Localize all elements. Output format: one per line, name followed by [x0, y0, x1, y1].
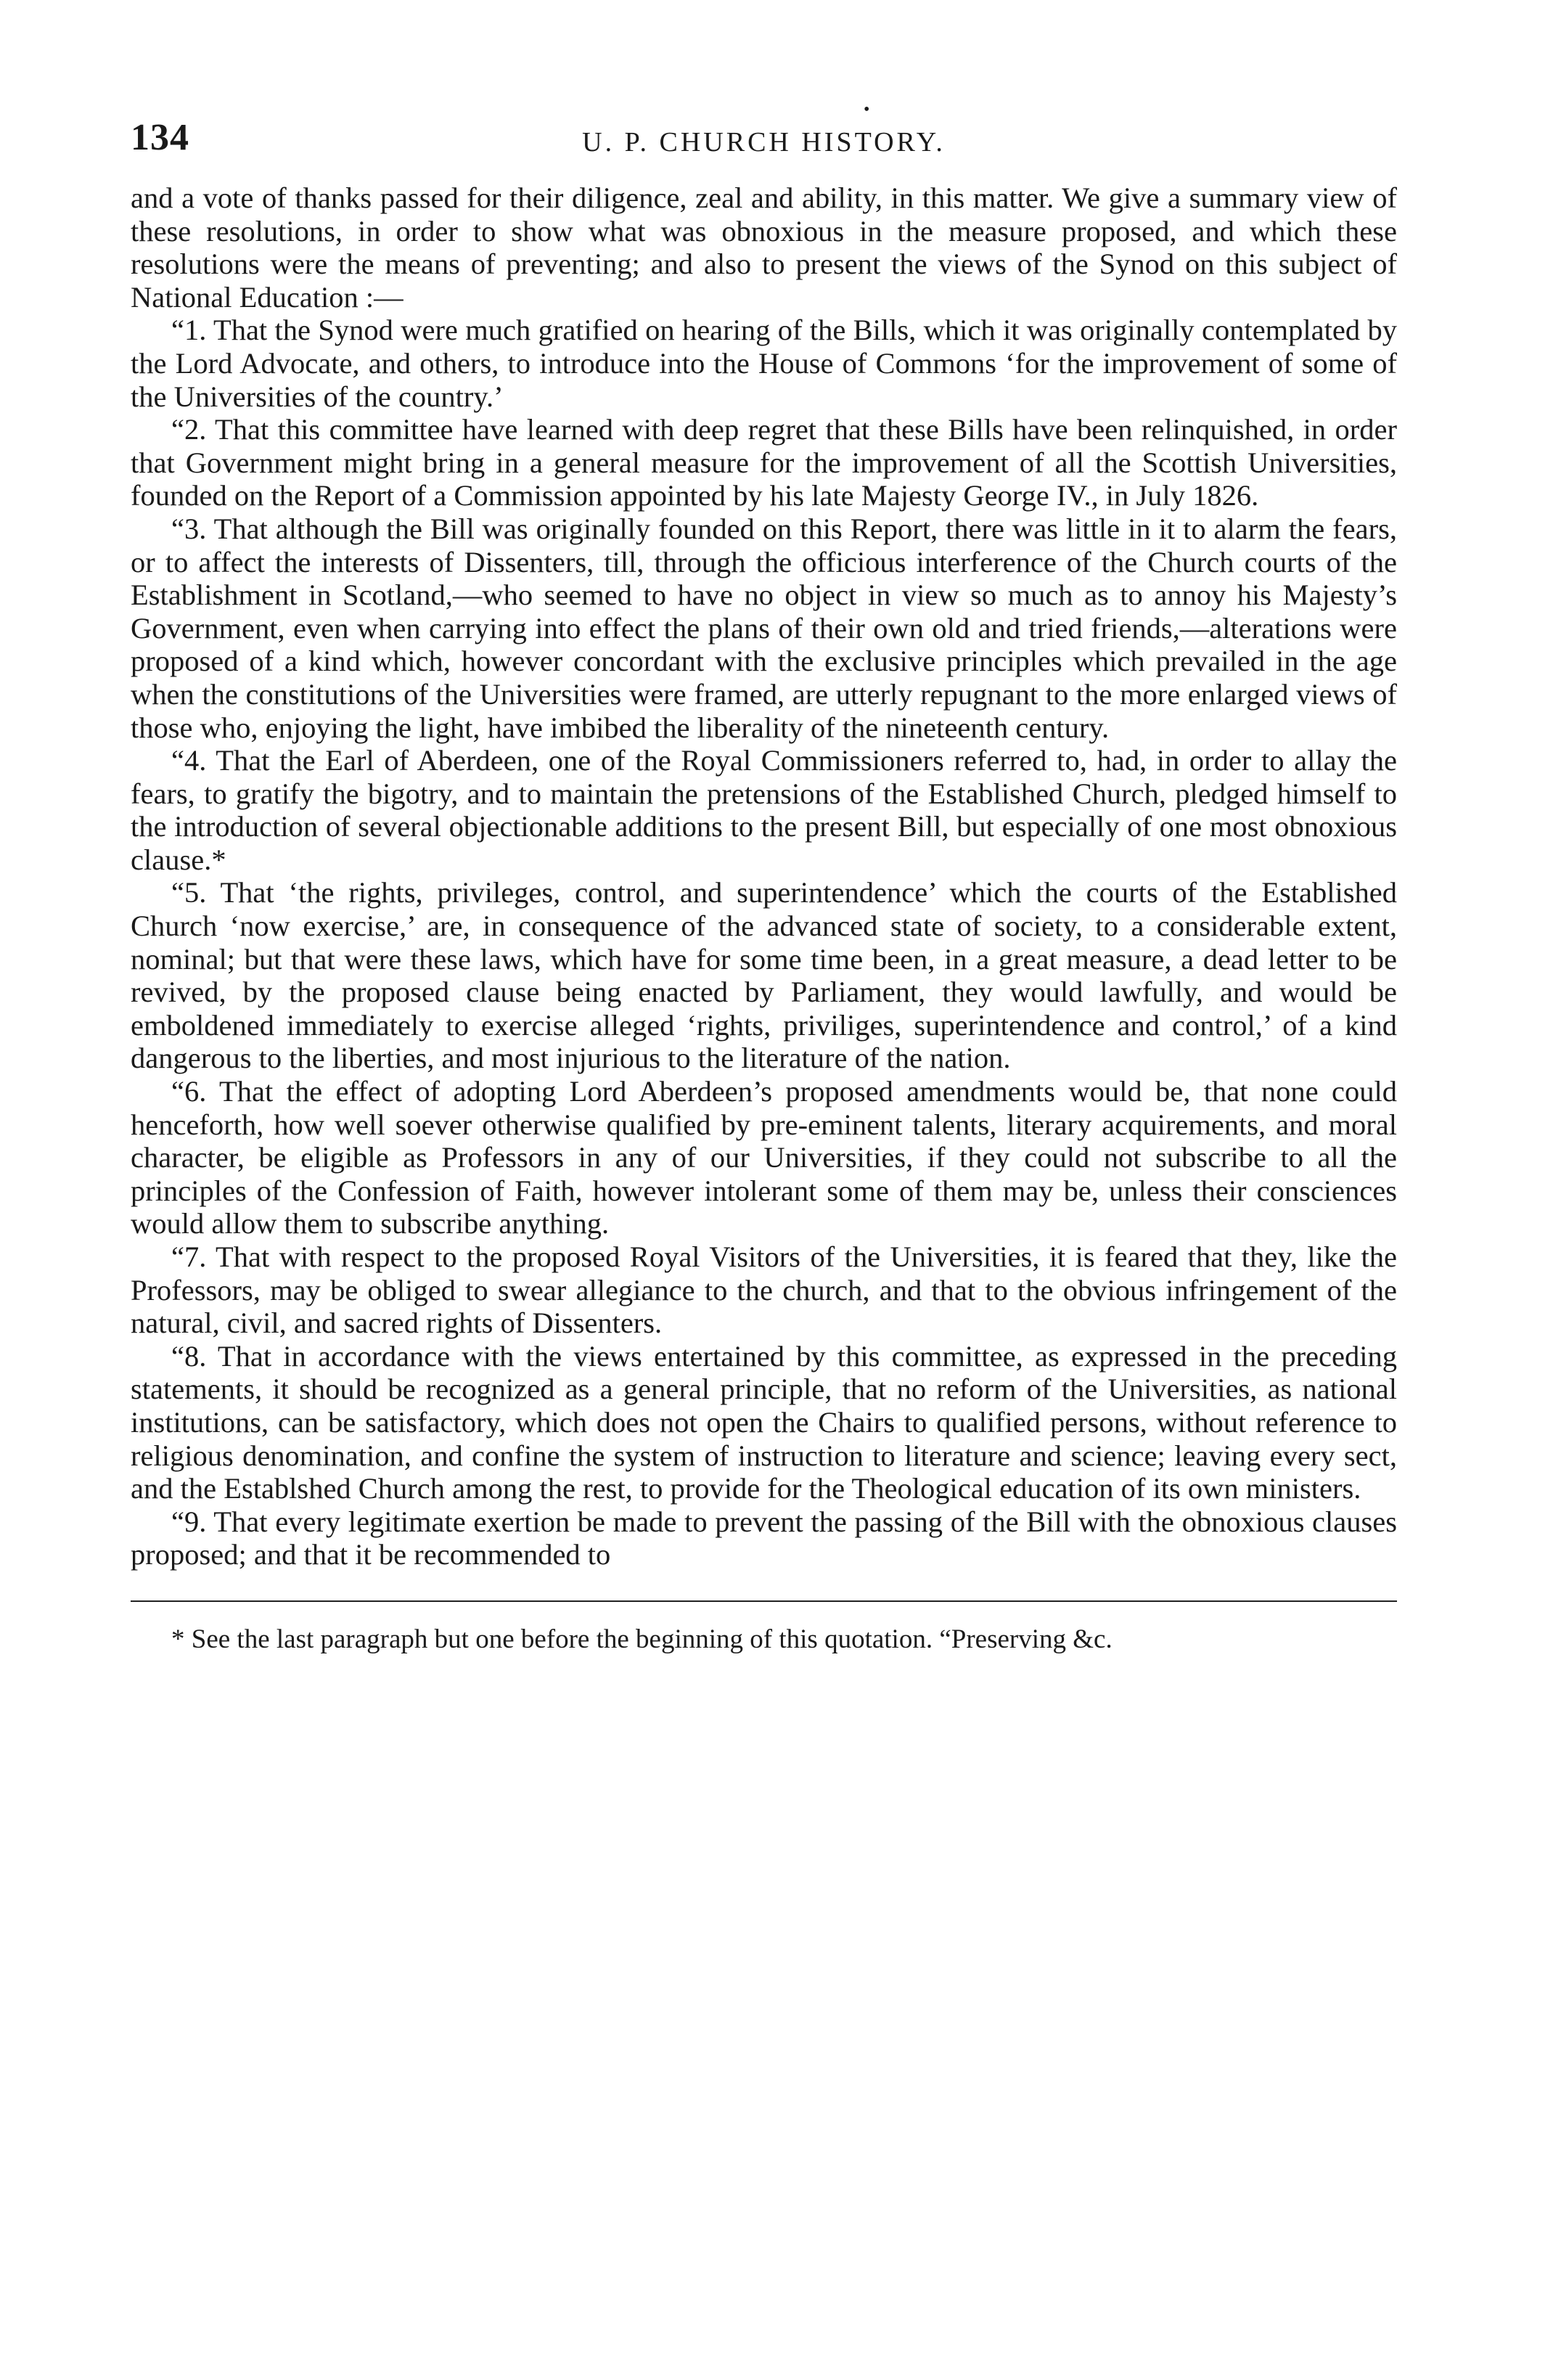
resolution-1: “1. That the Synod were much gratified on hearing of the Bills, which it was originally contemplated by the Lord Advocate, and others, to introduce into the House of Commons ‘for the improvement of some of the Universities of the country.’	[131, 314, 1397, 413]
resolution-6: “6. That the effect of adopting Lord Aberdeen’s proposed amendments would be, that none could henceforth, how well soever otherwise qualified by pre-eminent talents, literary acquirements, and moral character, be eligible as Professors in any of our Universities, if they could not subscribe to all the principles of the Confession of Faith, however intolerant some of them may be, unless their consciences would allow them to subscribe anything.	[131, 1075, 1397, 1240]
resolution-7: “7. That with respect to the proposed Royal Visitors of the Universities, it is feared that they, like the Professors, may be obliged to swear allegiance to the church, and that to the obvious infringement of the natural, civil, and sacred rights of Dissenters.	[131, 1240, 1397, 1340]
header-dot: •	[864, 100, 870, 119]
book-page	[131, 100, 1397, 1682]
footnote-divider	[131, 1600, 1397, 1602]
resolution-4: “4. That the Earl of Aberdeen, one of the Royal Commissioners referred to, had, in order to allay the fears, to gratify the bigotry, and to maintain the pretensions of the Established Church, pledged himself to the introduction of several objectionable additions to the present Bill, but especially of one most obnoxious clause.*	[131, 744, 1397, 876]
body-text	[131, 181, 1397, 1571]
footnote: * See the last paragraph but one before the beginning of this quotation. “Preserving &c.	[171, 1624, 1113, 1654]
running-title: U. P. CHURCH HISTORY.	[582, 127, 946, 158]
page-number: 134	[131, 117, 189, 158]
resolution-8: “8. That in accordance with the views entertained by this committee, as expressed in the preceding statements, it should be recognized as a general principle, that no reform of the Universities, as national institutions, can be satisfactory, which does not open the Chairs to qualified persons, without reference to religious denomination, and confine the system of instruction to literature and science; leaving every sect, and the Establshed Church among the rest, to provide for the Theological education of its own ministers.	[131, 1339, 1397, 1505]
running-head	[131, 100, 1397, 174]
paragraph-intro: and a vote of thanks passed for their diligence, zeal and ability, in this matter. We give a summary view of these resolutions, in order to show what was obnoxious in the measure proposed, and which these resolutions were the means of preventing; and also to present the views of the Synod on this subject of National Education :—	[131, 181, 1397, 314]
resolution-3: “3. That although the Bill was originally founded on this Report, there was little in it to alarm the fears, or to affect the interests of Dissenters, till, through the officious interference of the Church courts of the Establishment in Scotland,—who seemed to have no object in view so much as to annoy his Majesty’s Government, even when carrying into effect the plans of their own old and tried friends,—alterations were proposed of a kind which, however concordant with the exclusive principles which prevailed in the age when the constitutions of the Universities were framed, are utterly repugnant to the more enlarged views of those who, enjoying the light, have imbibed the liberality of the nineteenth century.	[131, 512, 1397, 744]
resolution-5: “5. That ‘the rights, privileges, control, and superintendence’ which the courts of the Established Church ‘now exercise,’ are, in consequence of the advanced state of society, to a considerable extent, nominal; but that were these laws, which have for some time been, in a great measure, a dead letter to be revived, by the proposed clause being enacted by Parliament, they would lawfully, and would be emboldened immediately to exercise alleged ‘rights, priviliges, superintendence and control,’ of a kind dangerous to the liberties, and most injurious to the literature of the nation.	[131, 876, 1397, 1075]
resolution-9: “9. That every legitimate exertion be made to prevent the passing of the Bill with the obnoxious clauses proposed; and that it be recommended to	[131, 1505, 1397, 1571]
resolution-2: “2. That this committee have learned with deep regret that these Bills have been relinquished, in order that Government might bring in a general measure for the improvement of all the Scottish Universities, founded on the Report of a Commission appointed by his late Majesty George IV., in July 1826.	[131, 413, 1397, 512]
